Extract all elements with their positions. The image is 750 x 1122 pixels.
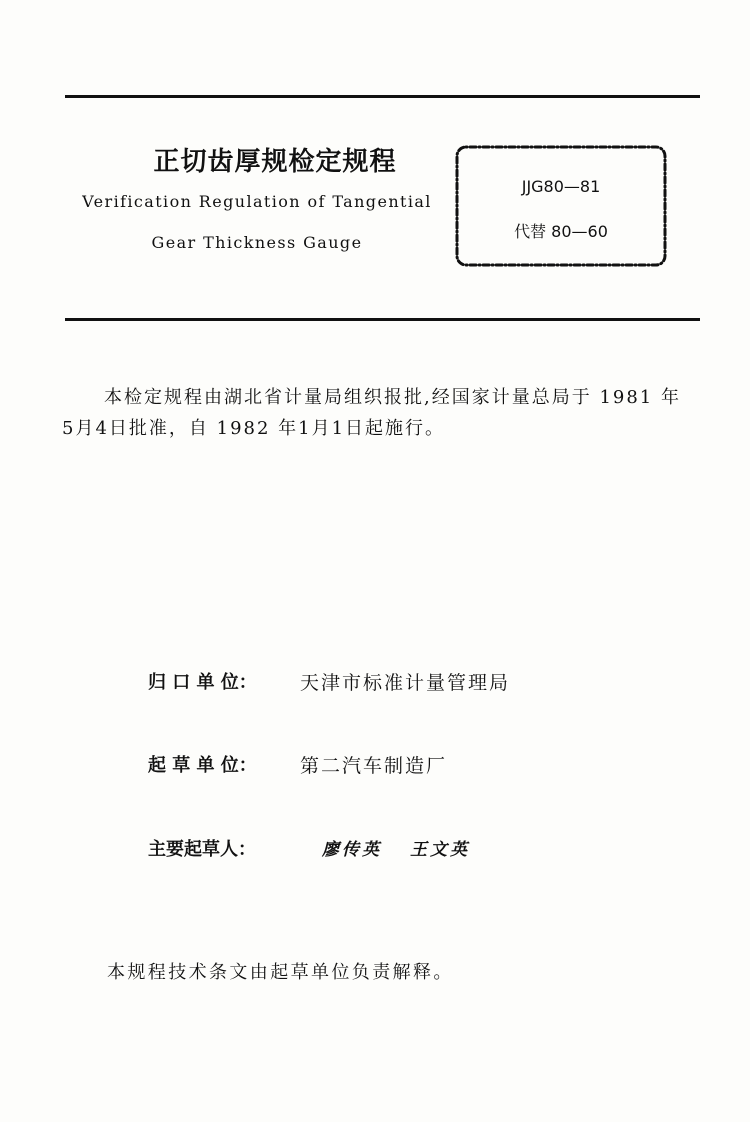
title-english-line-1: Verification Regulation of Tangential	[82, 192, 432, 211]
approval-text-line-1: 本检定规程由湖北省计量局组织报批,经国家计量总局于 1981 年	[104, 387, 681, 408]
bottom-rule	[65, 318, 700, 321]
approval-text-line-2: 5月4日批准，自 1982 年1月1日起施行。	[62, 418, 446, 439]
replaces-code: 代替 80—60	[514, 222, 608, 241]
drafter-name: 廖传英	[322, 840, 382, 860]
responsible-unit-value: 天津市标准计量管理局	[300, 672, 511, 694]
ornamental-border	[452, 142, 670, 270]
title-english-line-2: Gear Thickness Gauge	[151, 233, 363, 252]
drafting-unit-label: 起 草 单 位：	[148, 755, 257, 776]
interpretation-note: 本规程技术条文由起草单位负责解释。	[107, 962, 454, 983]
main-drafters-label: 主要起草人：	[148, 839, 256, 860]
drafting-unit-value: 第二汽车制造厂	[300, 755, 448, 777]
title-chinese: 正切齿厚规检定规程	[153, 147, 397, 177]
top-rule	[65, 95, 700, 98]
standard-code-box	[452, 142, 670, 270]
drafter-name: 王文英	[410, 840, 470, 860]
responsible-unit-label: 归 口 单 位：	[148, 672, 257, 693]
standard-code: JJG80—81	[521, 177, 601, 196]
